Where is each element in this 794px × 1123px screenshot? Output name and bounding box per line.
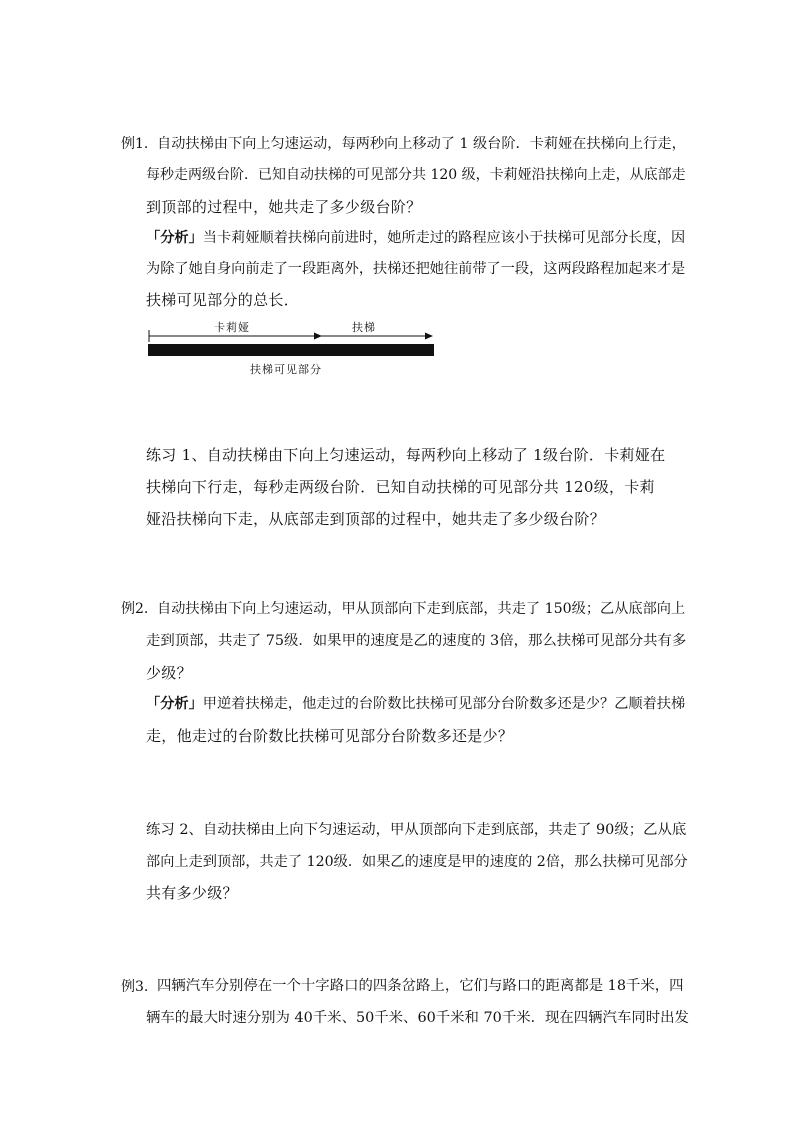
example-1-analysis-line-1 — [146, 228, 685, 248]
analysis-text: 当卡莉娅顺着扶梯向前进时，她所走过的路程应该小于扶梯可见部分长度，因 — [202, 230, 686, 246]
practice-1-line-3: 娅沿扶梯向下走，从底部走到顶部的过程中，她共走了多少级台阶？ — [146, 510, 606, 528]
diagram-bar-label: 扶梯可见部分 — [250, 363, 322, 376]
practice-1-line-2: 扶梯向下行走，每秒走两级台阶．已知自动扶梯的可见部分共 120级，卡莉 — [146, 478, 655, 496]
example-1-analysis-line-2: 为除了她自身向前走了一段距离外，扶梯还把她往前带了一段，这两段路程加起来才是 — [146, 261, 686, 277]
example-1-line-1: 自动扶梯由下向上匀速运动，每两秒向上移动了 1 级台阶．卡莉娅在扶梯向上行走， — [157, 136, 686, 152]
escalator-bar — [148, 344, 434, 356]
escalator-diagram — [146, 320, 438, 380]
practice-2-line-3: 共有多少级？ — [146, 884, 238, 902]
example-1-analysis-line-3: 扶梯可见部分的总长． — [146, 291, 300, 309]
analysis-tag: 「分析」 — [146, 230, 203, 246]
analysis-tag: 「分析」 — [146, 696, 203, 712]
example-2-line-3: 少级？ — [146, 664, 192, 682]
analysis-text: 甲逆着扶梯走，他走过的台阶数比扶梯可见部分台阶数多还是少？乙顺着扶梯 — [202, 696, 686, 712]
example-2-line-1: 自动扶梯由下向上匀速运动，甲从顶部向下走到底部，共走了 150级；乙从底部向上 — [157, 601, 686, 617]
example-1-line-2: 每秒走两级台阶．已知自动扶梯的可见部分共 120 级，卡莉娅沿扶梯向上走，从底部走 — [146, 167, 686, 183]
example-2-analysis-line-1 — [146, 694, 685, 714]
diagram-segment-1-label: 卡莉娅 — [214, 321, 250, 334]
example-2-line-2: 走到顶部，共走了 75级．如果甲的速度是乙的速度的 3倍，那么扶梯可见部分共有多 — [146, 633, 687, 649]
example-3-label: 例3. — [121, 979, 149, 995]
example-3-line-2: 辆车的最大时速分别为 40千米、50千米、60千米和 70千米．现在四辆汽车同时出发 — [146, 1010, 689, 1026]
example-1-label: 例1. — [121, 136, 149, 152]
example-2-label: 例2. — [121, 601, 149, 617]
practice-2-line-1: 练习 2、自动扶梯由上向下匀速运动，甲从顶部向下走到底部，共走了 90级；乙从底 — [146, 822, 687, 838]
diagram-arrow-2 — [425, 333, 433, 340]
practice-1-line-1: 练习 1、自动扶梯由下向上匀速运动，每两秒向上移动了 1级台阶．卡莉娅在 — [146, 446, 666, 464]
diagram-segment-2-label: 扶梯 — [352, 321, 376, 334]
example-3-line-1: 四辆汽车分别停在一个十字路口的四条岔路上，它们与路口的距离都是 18千米，四 — [157, 978, 684, 994]
example-1-line-3: 到顶部的过程中，她共走了多少级台阶？ — [146, 198, 422, 216]
example-2-analysis-line-2: 走，他走过的台阶数比扶梯可见部分台阶数多还是少？ — [146, 727, 514, 745]
diagram-arrow-1 — [314, 333, 322, 340]
practice-2-line-2: 部向上走到顶部，共走了 120级．如果乙的速度是甲的速度的 2倍，那么扶梯可见部分 — [146, 854, 688, 870]
